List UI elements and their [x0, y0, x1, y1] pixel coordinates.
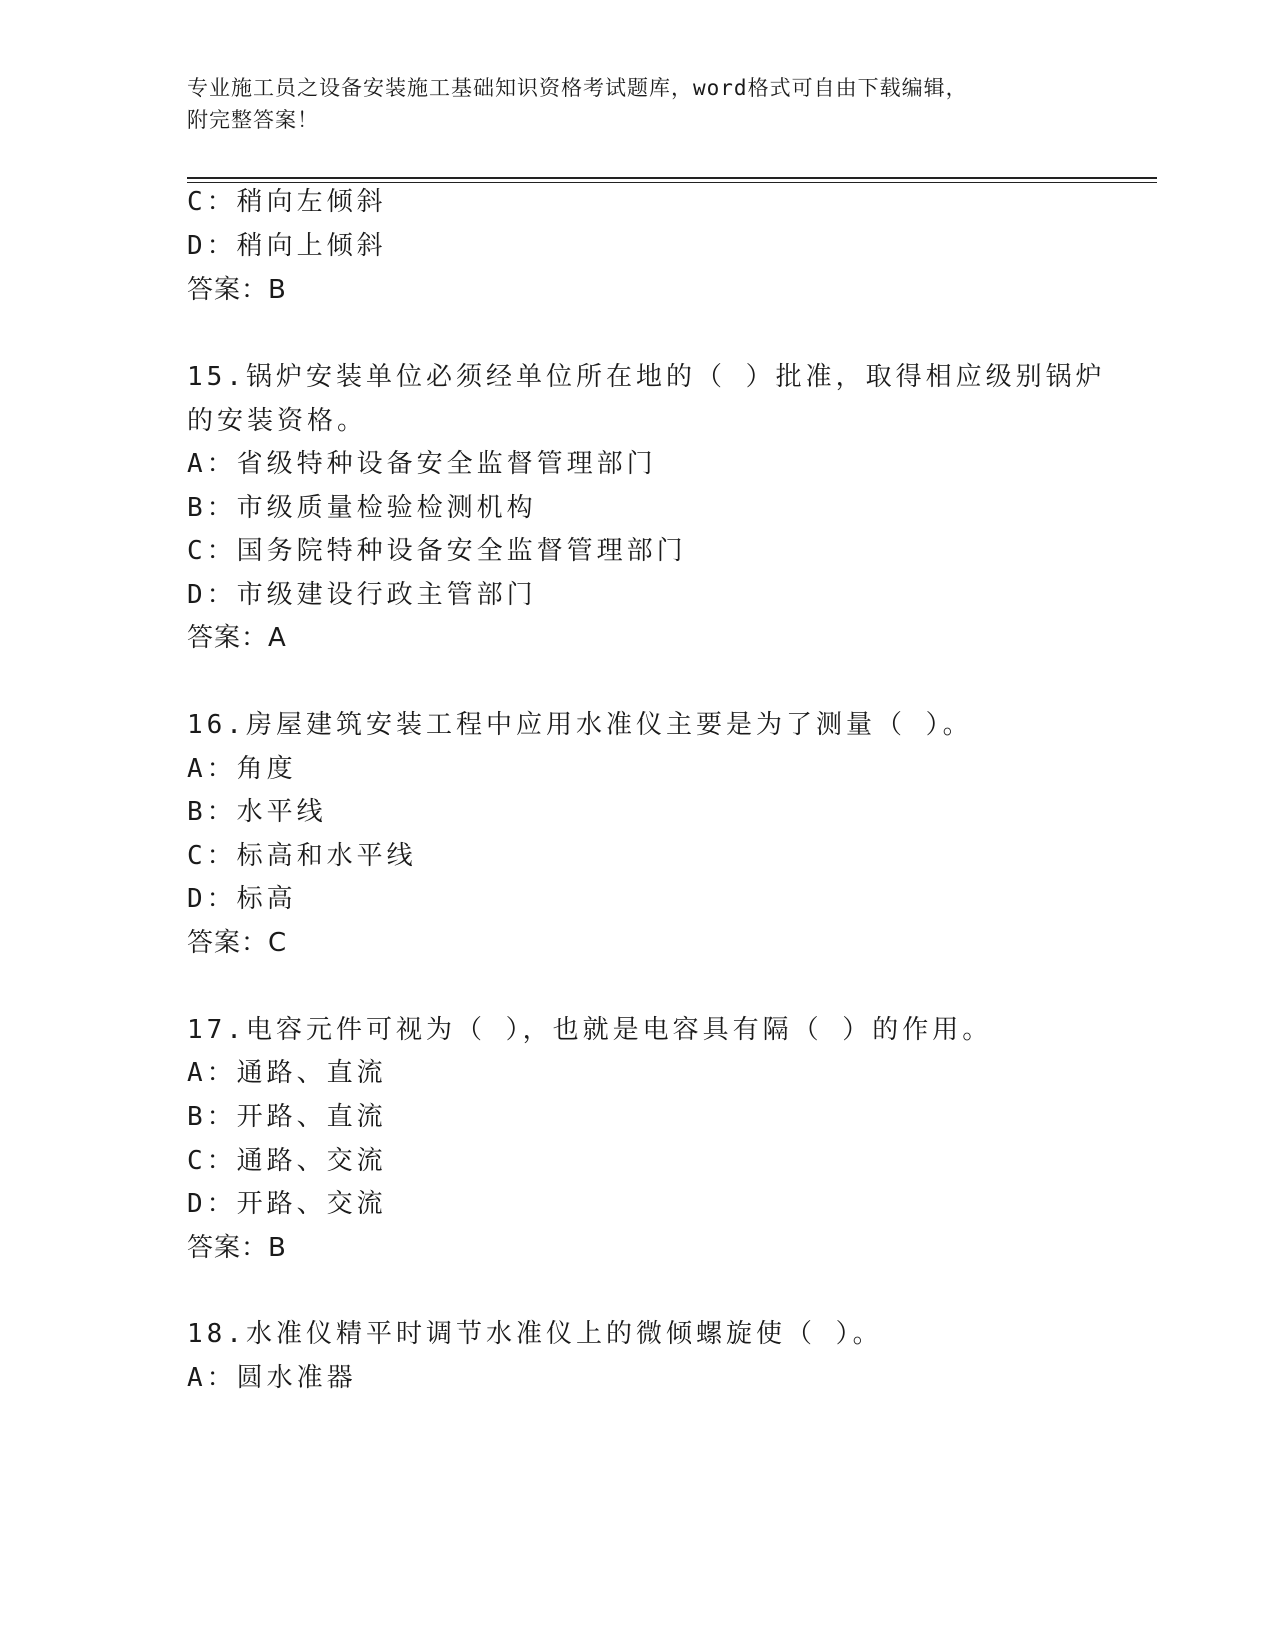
q16-option-b: B：水平线 — [187, 797, 327, 827]
q16-option-d: D：标高 — [187, 884, 297, 914]
q14-option-c: C：稍向左倾斜 — [187, 187, 387, 217]
q17-stem-line1: 17.电容元件可视为（ ），也就是电容具有隔（ ）的作用。 — [187, 1015, 993, 1045]
q15-stem-line2: 的安装资格。 — [187, 406, 368, 436]
q18-stem-line1: 18.水准仪精平时调节水准仪上的微倾螺旋使（ ）。 — [187, 1319, 883, 1349]
document-header — [187, 72, 1087, 136]
q16-option-c: C：标高和水平线 — [187, 841, 417, 871]
header-divider — [187, 177, 1157, 183]
q15-option-c: C：国务院特种设备安全监督管理部门 — [187, 536, 687, 566]
q17-option-d: D：开路、交流 — [187, 1189, 387, 1219]
header-title-line1: 专业施工员之设备安装施工基础知识资格考试题库，word格式可自由下载编辑， — [187, 76, 968, 100]
q17-option-a: A：通路、直流 — [187, 1058, 387, 1088]
q15-option-d: D：市级建设行政主管部门 — [187, 580, 537, 610]
q16-option-a: A：角度 — [187, 754, 297, 784]
q14-option-d: D：稍向上倾斜 — [187, 231, 387, 261]
q17-option-b: B：开路、直流 — [187, 1102, 387, 1132]
q15-option-b: B：市级质量检验检测机构 — [187, 493, 537, 523]
q15-option-a: A：省级特种设备安全监督管理部门 — [187, 449, 657, 479]
q14-answer: 答案：B — [187, 275, 287, 305]
q16-stem-line1: 16.房屋建筑安装工程中应用水准仪主要是为了测量（ ）。 — [187, 710, 973, 740]
q17-answer: 答案：B — [187, 1233, 287, 1263]
header-title-line2: 附完整答案！ — [187, 108, 319, 132]
q18-option-a: A：圆水准器 — [187, 1363, 357, 1393]
q17-option-c: C：通路、交流 — [187, 1146, 387, 1176]
q15-stem-line1: 15.锅炉安装单位必须经单位所在地的（ ）批准，取得相应级别锅炉 — [187, 362, 1106, 392]
q16-answer: 答案：C — [187, 928, 288, 958]
q15-answer: 答案：A — [187, 623, 287, 653]
